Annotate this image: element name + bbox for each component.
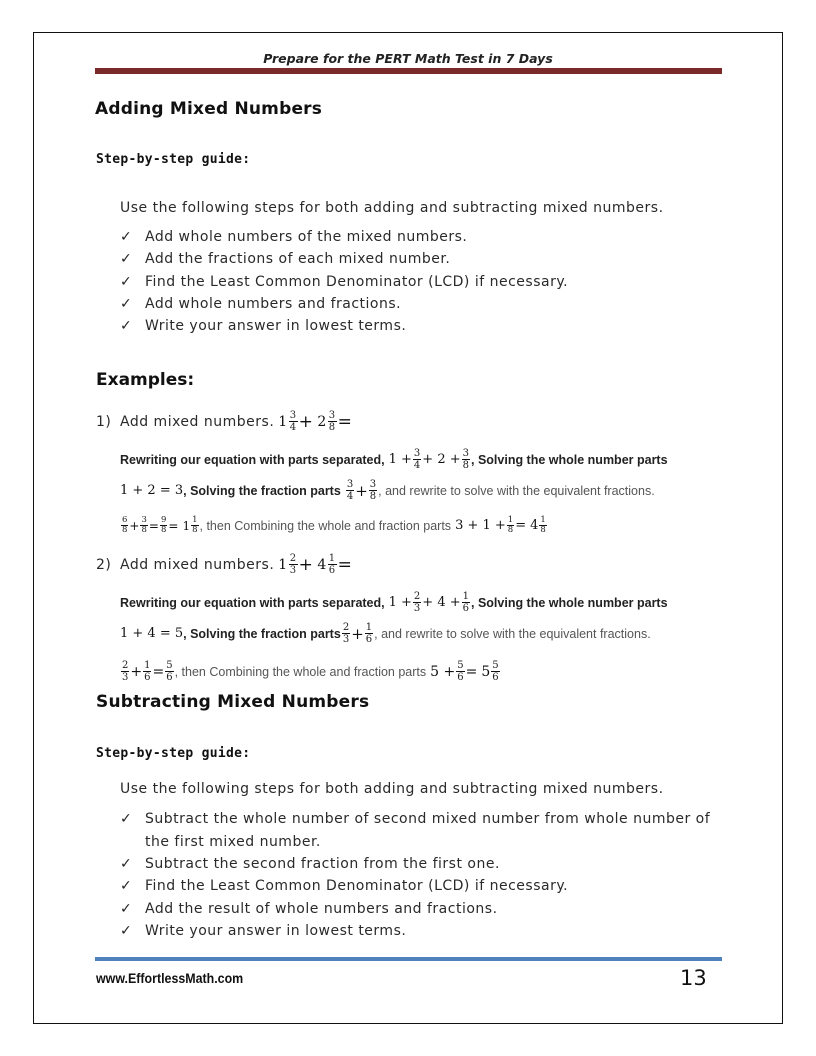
- check-icon: ✓: [120, 856, 133, 872]
- subtracting-step-5: ✓ Write your answer in lowest terms.: [120, 923, 407, 939]
- subtracting-step-3: ✓ Find the Least Common Denominator (LCD) if necessary.: [120, 878, 569, 894]
- subtracting-step-2: ✓ Subtract the second fraction from the first one.: [120, 856, 500, 872]
- check-icon: ✓: [120, 296, 133, 312]
- adding-step-5: ✓ Write your answer in lowest terms.: [120, 318, 407, 334]
- example-1-prompt: 1) Add mixed numbers. 1 $\frac{3}{4}$ + 2 $\frac{3}{8}$ =: [96, 410, 353, 433]
- example-2-line-2: 1 + 4 = 5 , Solving the fraction parts $\frac{2}{3}$ + $\frac{1}{6}$ , and rewrite to solve with the equivalent fractions.: [120, 622, 651, 645]
- example-2-line-3: $\frac{2}{3}$ + $\frac{1}{6}$ = $\frac{5}{6}$ , then Combining the whole and fraction parts 5 + $\frac{5}{6}$ = 5 $\frac{5}{6}$: [122, 660, 499, 683]
- adding-step-4: ✓ Add whole numbers and fractions.: [120, 296, 402, 312]
- header-rule: [95, 68, 722, 74]
- check-icon: ✓: [120, 251, 133, 267]
- check-icon: ✓: [120, 229, 133, 245]
- subtracting-step-1-cont: the first mixed number.: [145, 834, 321, 850]
- check-icon: ✓: [120, 274, 133, 290]
- check-icon: ✓: [120, 878, 133, 894]
- header-title: Prepare for the PERT Math Test in 7 Days: [263, 51, 553, 66]
- check-icon: ✓: [120, 923, 133, 939]
- subtracting-guide-label: Step-by-step guide:: [96, 746, 251, 761]
- subtracting-heading: Subtracting Mixed Numbers: [96, 692, 370, 712]
- footer-website: www.EffortlessMath.com: [96, 971, 244, 986]
- example-1-line-1: Rewriting our equation with parts separated, 1 + $\frac{3}{4}$ + 2 + $\frac{3}{8}$ , Solving the whole number parts: [120, 448, 668, 471]
- examples-heading: Examples:: [96, 370, 195, 390]
- check-icon: ✓: [120, 901, 133, 917]
- adding-step-2: ✓ Add the fractions of each mixed number.: [120, 251, 451, 267]
- example-1-line-2: 1 + 2 = 3 , Solving the fraction parts $\frac{3}{4}$ + $\frac{3}{8}$ , and rewrite to solve with the equivalent fractions.: [120, 479, 655, 502]
- subtracting-step-4: ✓ Add the result of whole numbers and fractions.: [120, 901, 498, 917]
- subtracting-step-1: ✓ Subtract the whole number of second mixed number from whole number of: [120, 811, 711, 827]
- example-2-line-1: Rewriting our equation with parts separated, 1 + $\frac{2}{3}$ + 4 + $\frac{1}{6}$ , Solving the whole number parts: [120, 591, 668, 614]
- adding-guide-label: Step-by-step guide:: [96, 152, 251, 167]
- footer-rule: [95, 957, 722, 961]
- adding-heading: Adding Mixed Numbers: [95, 99, 323, 119]
- adding-step-3: ✓ Find the Least Common Denominator (LCD) if necessary.: [120, 274, 569, 290]
- page-number: 13: [680, 966, 707, 990]
- example-2-prompt: 2) Add mixed numbers. 1 $\frac{2}{3}$ + 4 $\frac{1}{6}$ =: [96, 553, 353, 576]
- check-icon: ✓: [120, 811, 133, 827]
- adding-step-1: ✓ Add whole numbers of the mixed numbers.: [120, 229, 468, 245]
- check-icon: ✓: [120, 318, 133, 334]
- subtracting-intro: Use the following steps for both adding and subtracting mixed numbers.: [120, 781, 664, 797]
- example-1-line-3: $\frac{6}{8}$ + $\frac{3}{8}$ = $\frac{9}{8}$ = 1 $\frac{1}{8}$ , then Combining the whole and fraction parts 3 + 1 + $\frac{1}{8}$ = 4 $\frac{1}{8}$: [122, 515, 546, 535]
- adding-intro: Use the following steps for both adding and subtracting mixed numbers.: [120, 200, 664, 216]
